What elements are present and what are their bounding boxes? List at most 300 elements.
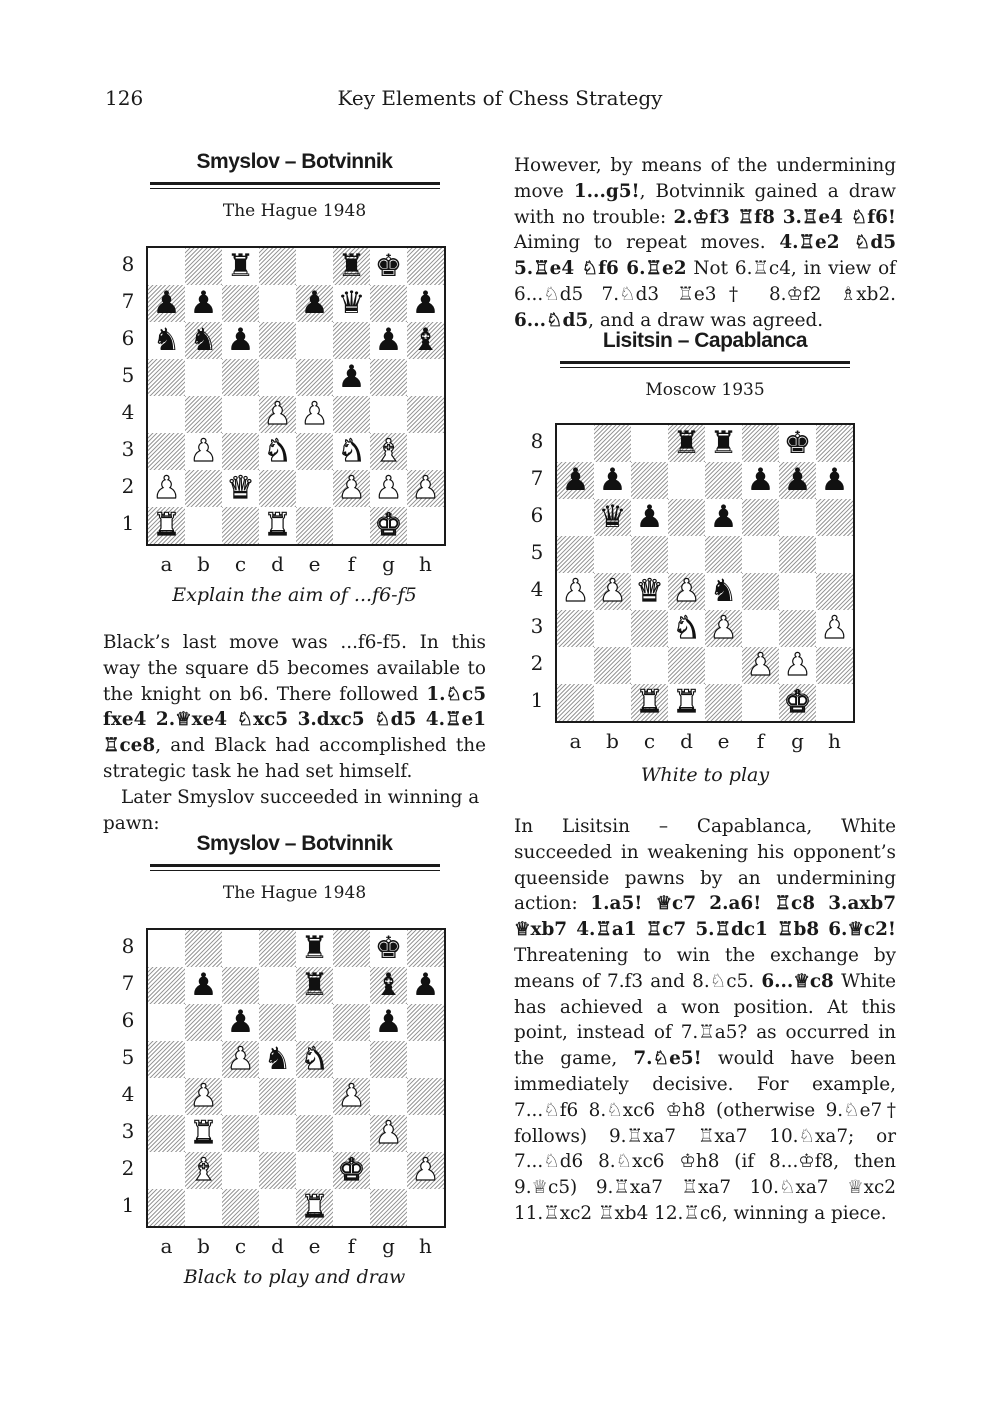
board-square-c3 — [222, 433, 259, 470]
chessboard — [146, 246, 446, 546]
diagram1-heading — [103, 150, 486, 221]
board-square-b4 — [185, 1078, 222, 1115]
board-square-b8 — [185, 248, 222, 285]
board-square-d7 — [259, 285, 296, 322]
white-pawn-icon: ♟ — [226, 1041, 255, 1077]
board-square-f4 — [333, 1078, 370, 1115]
white-rook-icon: ♜ — [672, 684, 701, 720]
board-square-c4 — [222, 1078, 259, 1115]
board-square-c5 — [222, 1041, 259, 1078]
file-label: c — [234, 1234, 247, 1258]
file-label: c — [234, 552, 247, 576]
board-square-e8 — [296, 248, 333, 285]
text-run: would have been immediately decisive. For example, 7...♘f6 8.♘xc6 ♔h8 (otherwise 9.♘e7† follows) 9.♖xa7 ♖xa7 10.♘xa7; or 7...♘d6 8.♘xc6 ♔h8 (if 8...♔f8, then 9.♕c5) 9.♖xa7 ♖xa7 10.♘xa7 ♕xc2 11.♖xc2 ♖xb4 12.♖c6, winning a piece. — [514, 1048, 896, 1224]
board-square-c5 — [631, 536, 668, 573]
rank-label: 8 — [530, 429, 544, 453]
board-square-g3 — [370, 433, 407, 470]
board-square-e6 — [705, 499, 742, 536]
board-square-e2 — [705, 647, 742, 684]
board-square-g4 — [370, 396, 407, 433]
board-square-c1 — [631, 684, 668, 721]
rank-label: 8 — [121, 934, 135, 958]
white-pawn-icon: ♟ — [337, 470, 366, 506]
file-label: d — [680, 729, 693, 753]
black-queen-icon: ♛ — [337, 285, 366, 321]
board-square-a2 — [148, 1152, 185, 1189]
board-square-g8 — [370, 248, 407, 285]
rank-label: 5 — [121, 1045, 135, 1069]
text-run: Aiming to repeat moves. — [514, 232, 780, 254]
white-pawn-icon: ♟ — [820, 610, 849, 646]
board-square-g8 — [370, 930, 407, 967]
board-square-b6 — [185, 322, 222, 359]
board-square-c2 — [631, 647, 668, 684]
board-square-g5 — [370, 359, 407, 396]
board-square-d1 — [259, 1189, 296, 1226]
board-square-e8 — [705, 425, 742, 462]
rank-label: 8 — [121, 252, 135, 276]
board-square-f7 — [333, 967, 370, 1004]
black-knight-icon: ♞ — [152, 322, 181, 358]
board-square-b8 — [594, 425, 631, 462]
black-pawn-icon: ♟ — [635, 499, 664, 535]
board-square-h2 — [816, 647, 853, 684]
file-label: e — [308, 552, 321, 576]
board-square-f3 — [333, 1115, 370, 1152]
right-paragraph-2 — [514, 814, 896, 1227]
board-square-h4 — [816, 573, 853, 610]
board-square-f1 — [742, 684, 779, 721]
board-square-e3 — [296, 433, 333, 470]
board-square-g2 — [370, 1152, 407, 1189]
file-label: f — [347, 1234, 356, 1258]
board-square-f4 — [333, 396, 370, 433]
board-square-a5 — [148, 359, 185, 396]
white-rook-icon: ♜ — [300, 1189, 329, 1225]
board-square-b2 — [185, 1152, 222, 1189]
black-pawn-icon: ♟ — [411, 285, 440, 321]
board-square-e1 — [296, 507, 333, 544]
board-square-h3 — [407, 1115, 444, 1152]
board-square-b7 — [185, 285, 222, 322]
board-square-g6 — [779, 499, 816, 536]
white-pawn-icon: ♟ — [709, 610, 738, 646]
board-square-e2 — [296, 470, 333, 507]
title-rule — [150, 864, 440, 867]
black-rook-icon: ♜ — [672, 425, 701, 461]
white-bishop-icon: ♝ — [189, 1152, 218, 1188]
board-square-g7 — [779, 462, 816, 499]
rank-label: 2 — [121, 1156, 135, 1180]
board-square-h5 — [407, 1041, 444, 1078]
board-square-g6 — [370, 322, 407, 359]
left-body — [103, 630, 486, 836]
white-pawn-icon: ♟ — [189, 1078, 218, 1114]
rank-label: 3 — [121, 1119, 135, 1143]
white-pawn-icon: ♟ — [411, 470, 440, 506]
board-square-a1 — [148, 507, 185, 544]
board-square-e1 — [705, 684, 742, 721]
board-square-a4 — [148, 396, 185, 433]
board-square-g4 — [779, 573, 816, 610]
diagram3-heading — [514, 329, 896, 400]
board-square-b6 — [185, 1004, 222, 1041]
board-square-e8 — [296, 930, 333, 967]
board-square-d7 — [259, 967, 296, 1004]
board-square-d8 — [668, 425, 705, 462]
black-pawn-icon: ♟ — [189, 967, 218, 1003]
file-label: a — [160, 552, 173, 576]
move-sequence: 2.♔f3 ♖f8 3.♖e4 ♘f6! — [673, 206, 896, 228]
white-pawn-icon: ♟ — [189, 433, 218, 469]
board-square-g2 — [779, 647, 816, 684]
white-king-icon: ♚ — [374, 507, 403, 543]
chessboard — [146, 928, 446, 1228]
white-knight-icon: ♞ — [263, 433, 292, 469]
board-square-h2 — [407, 1152, 444, 1189]
board-square-f7 — [742, 462, 779, 499]
board-square-c7 — [222, 967, 259, 1004]
chessboard — [555, 423, 855, 723]
white-pawn-icon: ♟ — [337, 1078, 366, 1114]
white-bishop-icon: ♝ — [374, 433, 403, 469]
text-run: , and Black had accomplished the strategic task he had set himself. — [103, 735, 486, 782]
rank-label: 4 — [530, 577, 544, 601]
board-square-g8 — [779, 425, 816, 462]
board-square-h6 — [407, 322, 444, 359]
board-square-e2 — [296, 1152, 333, 1189]
board-square-e1 — [296, 1189, 333, 1226]
white-pawn-icon: ♟ — [746, 647, 775, 683]
board-square-f2 — [742, 647, 779, 684]
rank-label: 1 — [530, 688, 544, 712]
board-square-g3 — [370, 1115, 407, 1152]
board-square-e5 — [296, 1041, 333, 1078]
file-label: b — [606, 729, 619, 753]
board-square-f6 — [333, 1004, 370, 1041]
board-square-h6 — [407, 1004, 444, 1041]
file-label: c — [643, 729, 656, 753]
board-square-f6 — [742, 499, 779, 536]
board-square-h3 — [407, 433, 444, 470]
board-square-h5 — [816, 536, 853, 573]
board-square-f2 — [333, 1152, 370, 1189]
board-square-f5 — [333, 1041, 370, 1078]
text-run: White has achieved a won position. At this point, instead of 7.♖a5? as occurred in the game, — [514, 970, 897, 1070]
board-square-f7 — [333, 285, 370, 322]
diagram1-title: Smyslov – Botvinnik — [196, 150, 393, 173]
board-square-b2 — [185, 470, 222, 507]
board-square-h4 — [407, 1078, 444, 1115]
black-rook-icon: ♜ — [226, 248, 255, 284]
board-square-d3 — [668, 610, 705, 647]
white-pawn-icon: ♟ — [598, 573, 627, 609]
board-square-h7 — [816, 462, 853, 499]
black-pawn-icon: ♟ — [820, 462, 849, 498]
black-rook-icon: ♜ — [300, 930, 329, 966]
board-square-h7 — [407, 285, 444, 322]
board-square-h4 — [407, 396, 444, 433]
board-square-d1 — [259, 507, 296, 544]
board-square-b1 — [185, 1189, 222, 1226]
white-rook-icon: ♜ — [152, 507, 181, 543]
board-square-c6 — [222, 1004, 259, 1041]
board-square-a3 — [148, 433, 185, 470]
board-square-h6 — [816, 499, 853, 536]
rank-label: 3 — [121, 437, 135, 461]
black-pawn-icon: ♟ — [598, 462, 627, 498]
move-sequence: 7.♘e5! — [633, 1048, 702, 1070]
board-square-e7 — [705, 462, 742, 499]
black-bishop-icon: ♝ — [411, 322, 440, 358]
rank-label: 5 — [121, 363, 135, 387]
board-square-c7 — [631, 462, 668, 499]
board-square-g1 — [370, 1189, 407, 1226]
white-rook-icon: ♜ — [635, 684, 664, 720]
board-square-d2 — [259, 1152, 296, 1189]
board-square-f3 — [333, 433, 370, 470]
text-run: , Botvinnik gained a draw with no trouble: — [514, 180, 897, 228]
file-label: d — [271, 552, 284, 576]
file-label: g — [791, 729, 804, 753]
board-square-a7 — [557, 462, 594, 499]
board-square-c1 — [222, 1189, 259, 1226]
rank-label: 3 — [530, 614, 544, 638]
board-square-b1 — [185, 507, 222, 544]
file-label: e — [308, 1234, 321, 1258]
board-square-h3 — [816, 610, 853, 647]
rank-label: 2 — [530, 651, 544, 675]
black-rook-icon: ♜ — [337, 248, 366, 284]
white-knight-icon: ♞ — [300, 1041, 329, 1077]
text-run: In Lisitsin – Capablanca, White succeeded in weakening his opponent’s queenside pawns by an undermining action: — [514, 816, 896, 915]
board-square-a1 — [148, 1189, 185, 1226]
title-rule — [560, 361, 850, 364]
board-square-h8 — [407, 248, 444, 285]
title-rule — [150, 182, 440, 185]
board-square-a2 — [557, 647, 594, 684]
black-pawn-icon: ♟ — [189, 285, 218, 321]
page-number: 126 — [105, 86, 144, 110]
black-pawn-icon: ♟ — [374, 1004, 403, 1040]
black-pawn-icon: ♟ — [300, 285, 329, 321]
diagram3-caption: White to play — [640, 764, 770, 786]
board-square-h2 — [407, 470, 444, 507]
board-square-h1 — [816, 684, 853, 721]
board-square-e3 — [705, 610, 742, 647]
board-square-f6 — [333, 322, 370, 359]
board-square-a3 — [148, 1115, 185, 1152]
board-square-b7 — [185, 967, 222, 1004]
board-square-e7 — [296, 967, 333, 1004]
board-square-g5 — [370, 1041, 407, 1078]
board-square-e4 — [705, 573, 742, 610]
board-square-c4 — [222, 396, 259, 433]
white-rook-icon: ♜ — [263, 507, 292, 543]
board-square-a1 — [557, 684, 594, 721]
board-square-e4 — [296, 1078, 333, 1115]
board-square-f1 — [333, 507, 370, 544]
black-pawn-icon: ♟ — [709, 499, 738, 535]
text-run: However, by means of the undermining move — [514, 155, 896, 202]
board-square-e7 — [296, 285, 333, 322]
file-label: e — [717, 729, 730, 753]
board-square-g1 — [370, 507, 407, 544]
board-square-c3 — [631, 610, 668, 647]
white-queen-icon: ♛ — [635, 573, 664, 609]
black-rook-icon: ♜ — [709, 425, 738, 461]
board-square-f8 — [333, 930, 370, 967]
black-king-icon: ♚ — [374, 248, 403, 284]
black-knight-icon: ♞ — [263, 1041, 292, 1077]
black-rook-icon: ♜ — [300, 967, 329, 1003]
white-king-icon: ♚ — [337, 1152, 366, 1188]
running-head: Key Elements of Chess Strategy — [337, 86, 663, 110]
board-square-h5 — [407, 359, 444, 396]
board-square-c1 — [222, 507, 259, 544]
right-body-bottom — [514, 814, 896, 1227]
board-square-b3 — [185, 1115, 222, 1152]
board-square-b5 — [185, 1041, 222, 1078]
board-square-b1 — [594, 684, 631, 721]
right-body-top — [514, 153, 896, 334]
move-sequence: 1.♘c5 fxe4 2.♕xe4 ♘xc5 3.dxc5 ♘d5 4.♖e1 ♖ce8 — [103, 683, 486, 757]
title-rule — [150, 188, 440, 189]
black-king-icon: ♚ — [374, 930, 403, 966]
board-square-d4 — [668, 573, 705, 610]
white-pawn-icon: ♟ — [300, 396, 329, 432]
board-square-a5 — [557, 536, 594, 573]
board-square-a8 — [148, 930, 185, 967]
rank-label: 6 — [121, 326, 135, 350]
white-pawn-icon: ♟ — [152, 470, 181, 506]
white-knight-icon: ♞ — [337, 433, 366, 469]
board-square-d6 — [668, 499, 705, 536]
left-paragraph-1 — [103, 630, 486, 785]
file-label: g — [382, 552, 395, 576]
board-square-c8 — [222, 930, 259, 967]
board-square-e3 — [296, 1115, 333, 1152]
rank-label: 5 — [530, 540, 544, 564]
board-square-f8 — [742, 425, 779, 462]
diagram1-caption: Explain the aim of ...f6-f5 — [172, 584, 417, 606]
board-square-c8 — [631, 425, 668, 462]
board-square-e4 — [296, 396, 333, 433]
white-queen-icon: ♛ — [226, 470, 255, 506]
diagram1-event: The Hague 1948 — [222, 201, 367, 221]
white-pawn-icon: ♟ — [783, 647, 812, 683]
board-square-e6 — [296, 322, 333, 359]
file-label: a — [160, 1234, 173, 1258]
board-square-g1 — [779, 684, 816, 721]
file-label: a — [569, 729, 582, 753]
board-square-b5 — [594, 536, 631, 573]
board-square-f1 — [333, 1189, 370, 1226]
board-square-h8 — [407, 930, 444, 967]
board-square-d3 — [259, 433, 296, 470]
diagram3-title: Lisitsin – Capablanca — [602, 329, 808, 352]
rank-label: 7 — [121, 289, 135, 313]
title-rule — [150, 870, 440, 871]
left-paragraph-2: Later Smyslov succeeded in winning a pawn: — [103, 786, 480, 834]
board-square-d6 — [259, 1004, 296, 1041]
board-square-d7 — [668, 462, 705, 499]
text-run: Black’s last move was ...f6-f5. In this way the square d5 becomes available to the knight on b6. There followed — [103, 632, 486, 705]
board-square-d2 — [259, 470, 296, 507]
white-pawn-icon: ♟ — [374, 1115, 403, 1151]
board-square-b4 — [594, 573, 631, 610]
board-square-g7 — [370, 285, 407, 322]
board-square-f2 — [333, 470, 370, 507]
move-sequence: 1.a5! ♕c7 2.a6! ♖c8 3.axb7 ♕xb7 4.♖a1 ♖c7 5.♖dc1 ♖b8 6.♕c2! — [514, 893, 896, 941]
board-square-b6 — [594, 499, 631, 536]
black-pawn-icon: ♟ — [411, 967, 440, 1003]
white-king-icon: ♚ — [783, 684, 812, 720]
board-square-c4 — [631, 573, 668, 610]
board-square-f3 — [742, 610, 779, 647]
board-square-a2 — [148, 470, 185, 507]
black-pawn-icon: ♟ — [561, 462, 590, 498]
board-square-g2 — [370, 470, 407, 507]
text-run: , and a draw was agreed. — [588, 309, 824, 331]
board-square-a5 — [148, 1041, 185, 1078]
title-rule — [560, 367, 850, 368]
black-bishop-icon: ♝ — [374, 967, 403, 1003]
board-square-c7 — [222, 285, 259, 322]
board-square-b2 — [594, 647, 631, 684]
board-square-h8 — [816, 425, 853, 462]
white-rook-icon: ♜ — [189, 1115, 218, 1151]
file-label: h — [419, 552, 432, 576]
white-knight-icon: ♞ — [672, 610, 701, 646]
board-square-c2 — [222, 1152, 259, 1189]
black-pawn-icon: ♟ — [226, 1004, 255, 1040]
board-square-a3 — [557, 610, 594, 647]
board-square-d1 — [668, 684, 705, 721]
rank-label: 7 — [121, 971, 135, 995]
rank-label: 7 — [530, 466, 544, 490]
file-label: b — [197, 552, 210, 576]
board-square-a7 — [148, 285, 185, 322]
board-square-g6 — [370, 1004, 407, 1041]
move-sequence: 6...♕c8 — [761, 970, 834, 992]
rank-label: 1 — [121, 511, 135, 535]
board-square-b5 — [185, 359, 222, 396]
board-square-d8 — [259, 930, 296, 967]
black-pawn-icon: ♟ — [152, 285, 181, 321]
rank-label: 6 — [121, 1008, 135, 1032]
board-square-a6 — [148, 322, 185, 359]
board-square-c3 — [222, 1115, 259, 1152]
board-square-a7 — [148, 967, 185, 1004]
board-square-h1 — [407, 1189, 444, 1226]
move-sequence: 1...g5! — [573, 180, 640, 202]
rank-label: 1 — [121, 1193, 135, 1217]
board-square-e5 — [296, 359, 333, 396]
rank-label: 4 — [121, 400, 135, 424]
text-run: Not 6.♖c4, in view of 6...♘d5 7.♘d3 ♖e3† 8.♔f2 ♗xb2. — [514, 258, 896, 305]
rank-label: 4 — [121, 1082, 135, 1106]
board-square-g5 — [779, 536, 816, 573]
file-label: h — [419, 1234, 432, 1258]
file-label: b — [197, 1234, 210, 1258]
board-square-d6 — [259, 322, 296, 359]
file-label: g — [382, 1234, 395, 1258]
file-label: h — [828, 729, 841, 753]
board-square-c5 — [222, 359, 259, 396]
board-square-a4 — [557, 573, 594, 610]
move-sequence: 4.♖e2 ♘d5 5.♖e4 ♘f6 6.♖e2 — [514, 232, 896, 280]
